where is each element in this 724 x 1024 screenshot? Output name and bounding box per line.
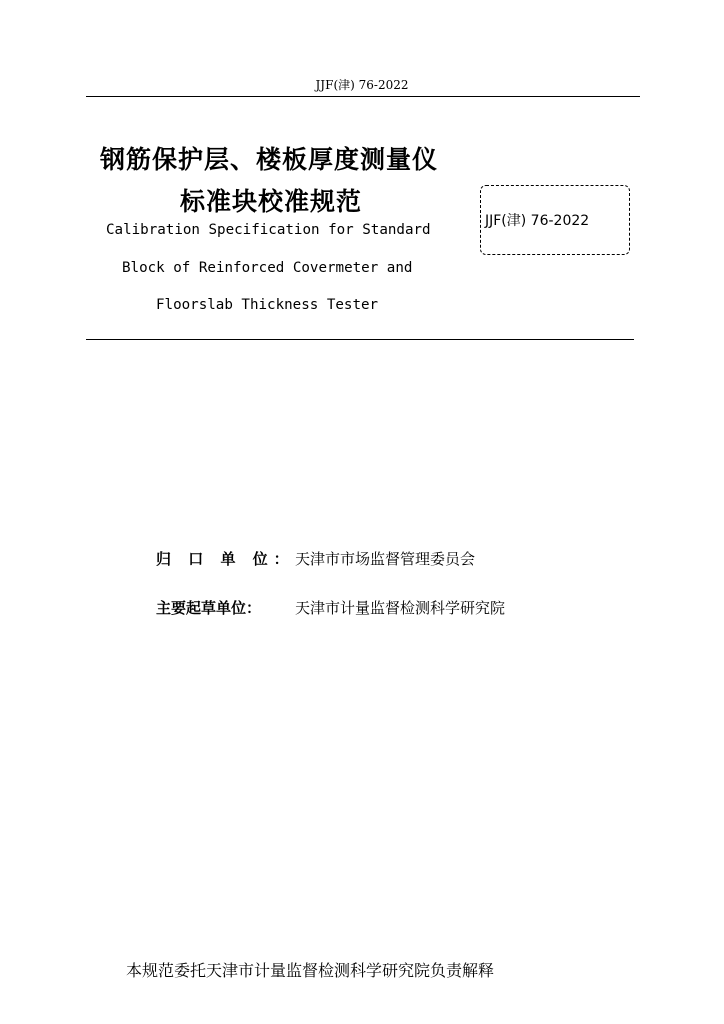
title-rule [86, 339, 634, 340]
interpretation-note: 本规范委托天津市计量监督检测科学研究院负责解释 [126, 961, 495, 980]
title-en-line2: Block of Reinforced Covermeter and [122, 260, 413, 276]
responsible-unit-value: 天津市市场监督管理委员会 [295, 550, 476, 568]
responsible-unit-label: 归 口 单 位： [156, 550, 295, 568]
drafting-unit-value: 天津市计量监督检测科学研究院 [295, 599, 506, 617]
running-header-code: JJF(津) 76-2022 [315, 78, 409, 92]
header-rule [86, 96, 640, 97]
title-cn-line2: 标准块校准规范 [180, 187, 363, 216]
specification-code: JJF(津) 76-2022 [485, 213, 590, 229]
title-en-line1: Calibration Specification for Standard [106, 222, 431, 238]
title-en-line3: Floorslab Thickness Tester [156, 297, 379, 313]
drafting-unit-label: 主要起草单位： [156, 599, 262, 617]
title-cn-line1: 钢筋保护层、楼板厚度测量仪 [100, 145, 439, 174]
